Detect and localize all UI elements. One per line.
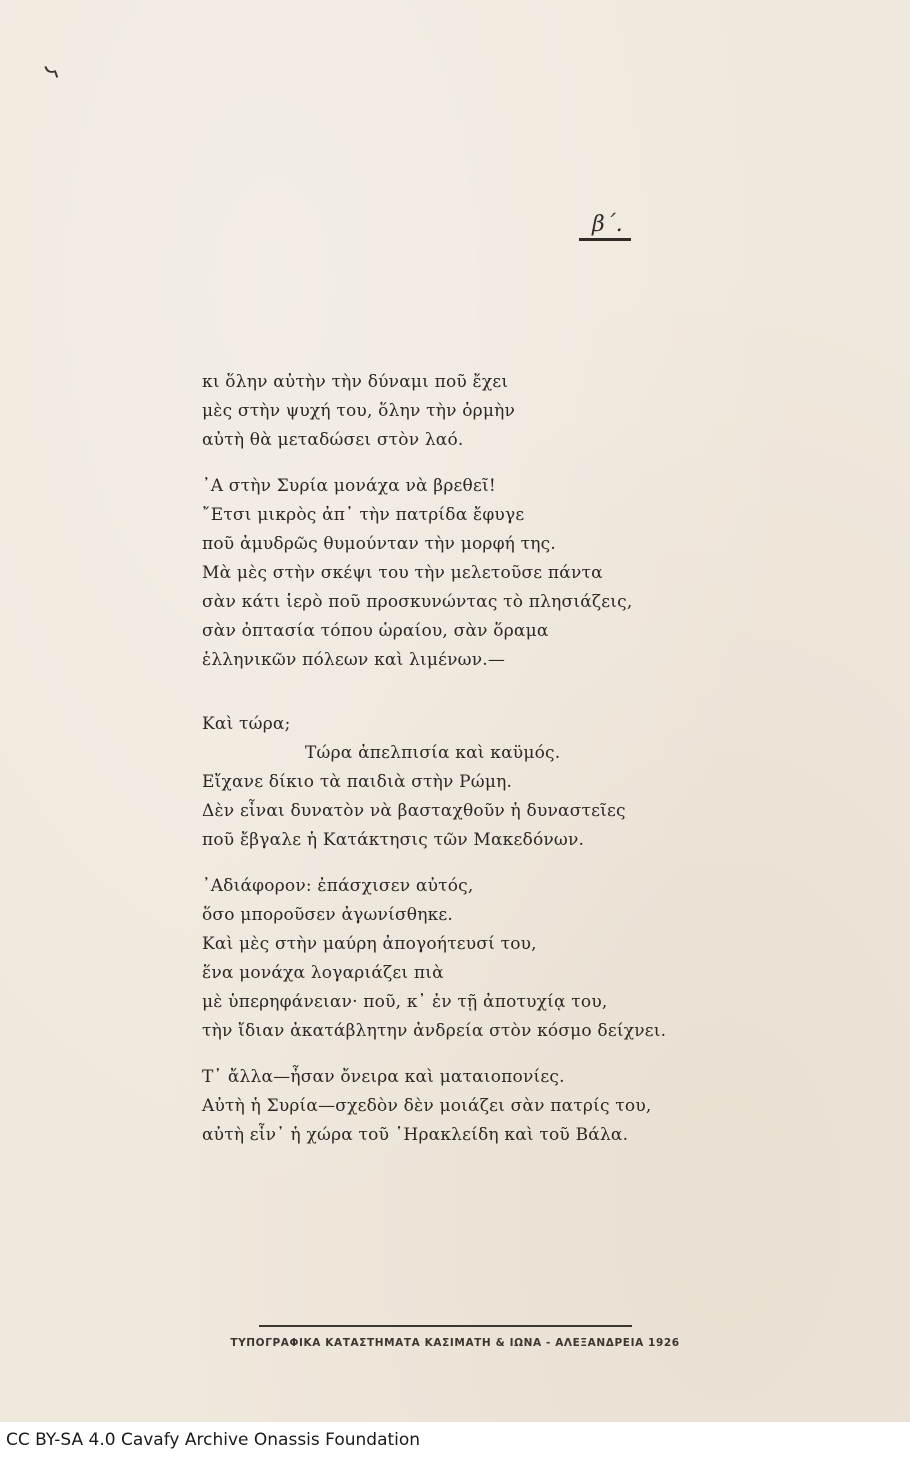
stanza-4 (202, 872, 722, 1046)
poem-line-indented: Τώρα ἀπελπισία καὶ καϋμός. (305, 743, 561, 763)
poem-line: Αὐτὴ ἡ Συρία—σχεδὸν δὲν μοιάζει σὰν πατρίς του, (202, 1096, 652, 1116)
poem-line: ᾿Α στὴν Συρία μονάχα νὰ βρεθεῖ! (202, 476, 496, 496)
poem-line: ὅσο μποροῦσεν ἀγωνίσθηκε. (202, 905, 454, 925)
poem-line: αὐτὴ εἶν᾿ ἡ χώρα τοῦ ῾Ηρακλείδη καὶ τοῦ Βάλα. (202, 1125, 629, 1145)
poem-line: μὲ ὑπερηφάνειαν· ποῦ, κ᾿ ἐν τῇ ἀποτυχίᾳ του, (202, 992, 608, 1012)
page-number-underline (579, 238, 631, 241)
poem-text (202, 368, 722, 1150)
poem-line: μὲς στὴν ψυχή του, ὅλην τὴν ὁρμὴν (202, 401, 516, 421)
poem-line: ποῦ ἀμυδρῶς θυμούνταν τὴν μορφή της. (202, 534, 556, 554)
poem-line: ποῦ ἔβγαλε ἡ Κατάκτησις τῶν Μακεδόνων. (202, 830, 585, 850)
poem-line: Μὰ μὲς στὴν σκέψι του τὴν μελετοῦσε πάντα (202, 563, 603, 583)
poem-line: κι ὅλην αὐτὴν τὴν δύναμι ποῦ ἔχει (202, 372, 509, 392)
poem-line: τὴν ἴδιαν ἀκατάβλητην ἀνδρεία στὸν κόσμο δείχνει. (202, 1021, 667, 1041)
poem-line: Καὶ τώρα; (202, 714, 291, 734)
footer-divider (259, 1325, 632, 1327)
poem-line: σὰν ὀπτασία τόπου ὡραίου, σὰν ὅραμα (202, 621, 549, 641)
poem-line: ἑλληνικῶν πόλεων καὶ λιμένων.— (202, 650, 506, 670)
stanza-2 (202, 472, 722, 675)
poem-line: Τ᾿ ἄλλα—ἦσαν ὄνειρα καὶ ματαιοπονίες. (202, 1067, 565, 1087)
poem-line: αὐτὴ θὰ μεταδώσει στὸν λαό. (202, 430, 464, 450)
corner-mark: ᓭ (42, 58, 62, 86)
printer-imprint: ΤΥΠΟΓΡΑΦΙΚΑ ΚΑΤΑΣΤΗΜΑΤΑ ΚΑΣΙΜΑΤΗ & ΙΩΝΑ - ΑΛΕΞΑΝΔΡΕΙΑ 1926 (230, 1337, 680, 1349)
poem-line: ᾿Αδιάφορον: ἐπάσχισεν αὐτός, (202, 876, 474, 896)
stanza-1 (202, 368, 722, 455)
stanza-3 (202, 710, 722, 855)
poem-line: σὰν κάτι ἱερὸ ποῦ προσκυνώντας τὸ πλησιάζεις, (202, 592, 633, 612)
poem-line: ἕνα μονάχα λογαριάζει πιὰ (202, 963, 444, 983)
stanza-5 (202, 1063, 722, 1150)
poem-line: Καὶ μὲς στὴν μαύρη ἀπογοήτευσί του, (202, 934, 537, 954)
poem-line: Εἴχανε δίκιο τὰ παιδιὰ στὴν Ρώμη. (202, 772, 513, 792)
poem-line: Δὲν εἶναι δυνατὸν νὰ βασταχθοῦν ἡ δυναστεῖες (202, 801, 626, 821)
license-credit: CC BY-SA 4.0 Cavafy Archive Onassis Foundation (6, 1430, 421, 1450)
poem-line: ῎Ετσι μικρὸς ἀπ᾿ τὴν πατρίδα ἔφυγε (202, 505, 525, 525)
page-number: β΄. (592, 212, 623, 237)
